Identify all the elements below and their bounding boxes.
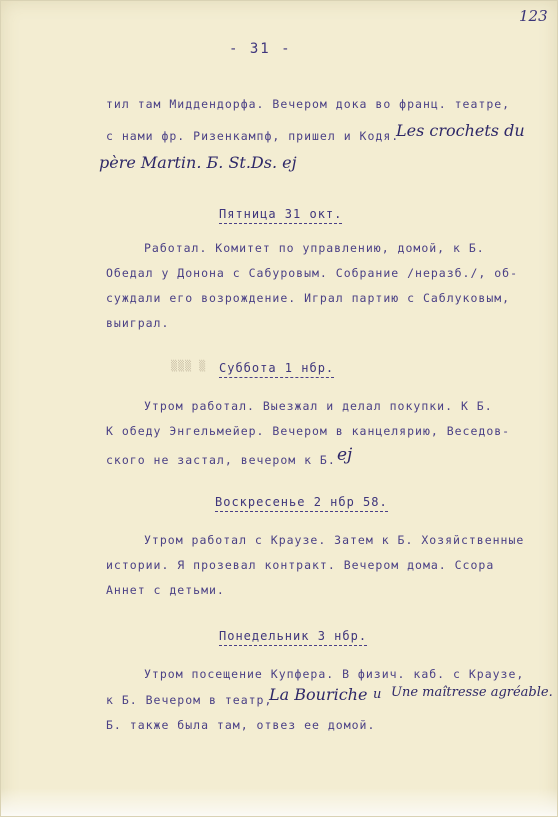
handwritten-annotation: Une maîtresse agréable.	[391, 685, 553, 700]
text-line: с нами фр. Ризенкампф, пришел и Кодя.	[106, 129, 400, 143]
text-line: суждали его возрождение. Играл партию с Саблуковым,	[106, 291, 511, 305]
date-heading: Суббота 1 нбр.	[219, 361, 334, 378]
handwritten-annotation: Les crochets du	[396, 121, 525, 140]
handwritten-annotation: La Bouriche	[269, 685, 368, 704]
text-line: Утром работал. Выезжал и делал покупки. К Б.	[144, 399, 493, 413]
text-line: истории. Я прозевал контракт. Вечером дома. Ссора	[106, 558, 495, 572]
text-line: Утром посещение Купфера. В физич. каб. с Краузе,	[144, 667, 525, 681]
date-heading: Воскресенье 2 нбр 58.	[215, 495, 388, 512]
text-line: Утром работал с Краузе. Затем к Б. Хозяйственные	[144, 533, 525, 547]
text-line: Аннет с детьми.	[106, 583, 225, 597]
bleed-through-marks: ▒▒▒ ▒	[171, 361, 207, 372]
text-line: Обедал у Донона с Сабуровым. Собрание /неразб./, об-	[106, 266, 519, 280]
date-heading: Пятница 31 окт.	[219, 207, 342, 224]
text-line: выиграл.	[106, 316, 170, 330]
date-heading: Понедельник 3 нбр.	[219, 629, 367, 646]
text-line: ского не застал, вечером к Б.	[106, 453, 336, 467]
text-line: Б. также была там, отвез ее домой.	[106, 718, 376, 732]
handwritten-annotation: ej	[337, 445, 353, 465]
text-line: Работал. Комитет по управлению, домой, к Б.	[144, 241, 485, 255]
text-line: к Б. Вечером в театр,	[106, 693, 273, 707]
handwritten-annotation: père Martin. Б. St.Ds. ej	[99, 153, 297, 172]
handwritten-annotation: и	[373, 687, 382, 702]
archive-folio-number: 123	[519, 7, 548, 25]
page-number: - 31 -	[229, 41, 292, 57]
text-line: тил там Миддендорфа. Вечером дока во франц. театре,	[106, 97, 511, 111]
text-line: К обеду Энгельмейер. Вечером в канцелярию, Веседов-	[106, 424, 511, 438]
